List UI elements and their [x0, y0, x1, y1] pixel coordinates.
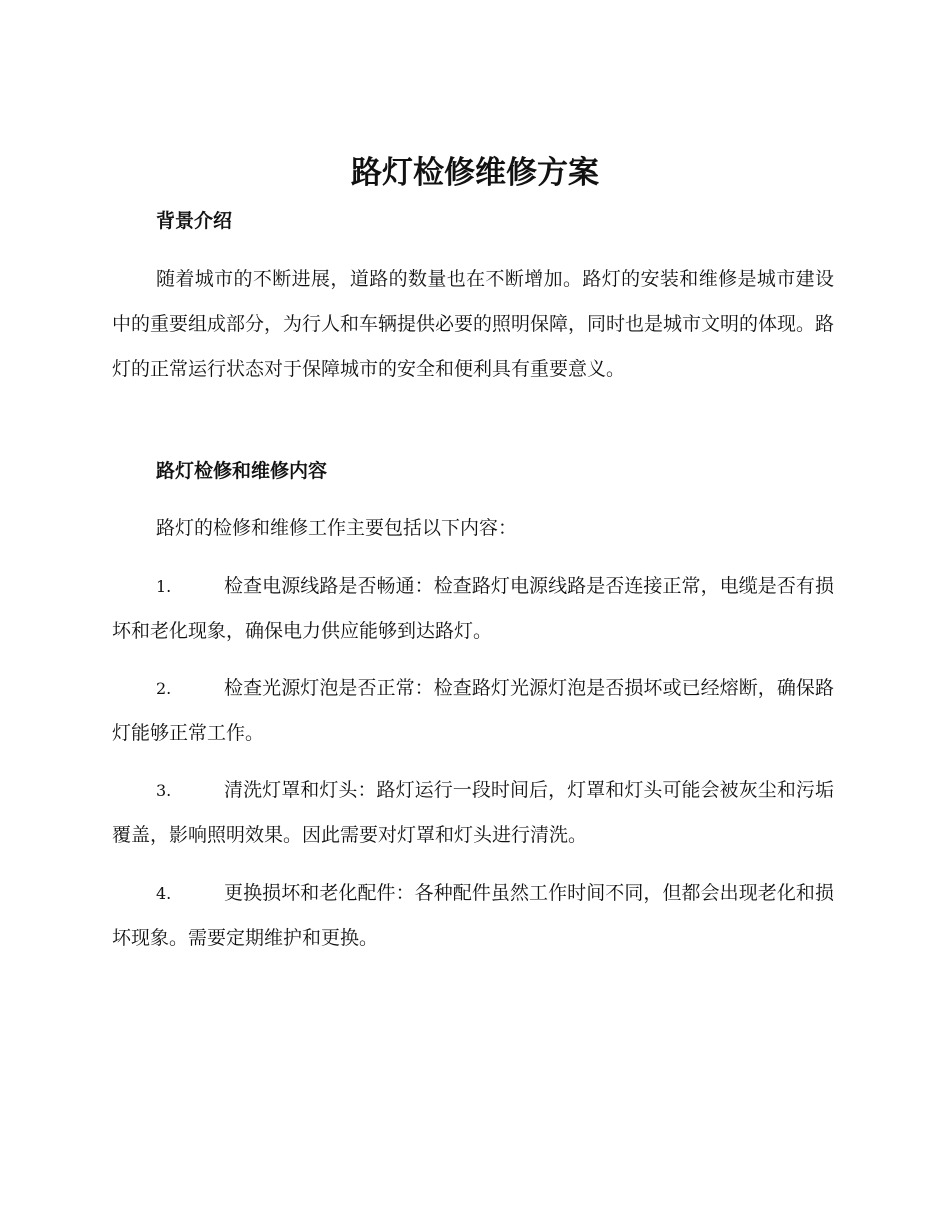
list-item-text: 更换损坏和老化配件：各种配件虽然工作时间不同，但都会出现老化和损坏现象。需要定期维护和更换。 — [112, 882, 834, 949]
content-intro-paragraph: 路灯的检修和维修工作主要包括以下内容： — [156, 517, 518, 539]
list-item-2 — [112, 666, 834, 756]
list-number: 3. — [156, 781, 172, 800]
list-item-4 — [112, 871, 834, 961]
list-number: 2. — [156, 679, 172, 698]
list-item-text: 检查光源灯泡是否正常：检查路灯光源灯泡是否损坏或已经熔断，确保路灯能够正常工作。 — [112, 677, 834, 744]
list-number: 4. — [156, 884, 172, 903]
list-item-text: 清洗灯罩和灯头：路灯运行一段时间后，灯罩和灯头可能会被灰尘和污垢覆盖，影响照明效果。因此需要对灯罩和灯头进行清洗。 — [112, 779, 834, 846]
list-item-text: 检查电源线路是否畅通：检查路灯电源线路是否连接正常，电缆是否有损坏和老化现象，确保电力供应能够到达路灯。 — [112, 575, 834, 642]
list-item-1 — [112, 564, 834, 654]
section-heading-content: 路灯检修和维修内容 — [156, 460, 328, 482]
list-item-3 — [112, 768, 834, 858]
list-number: 1. — [156, 577, 172, 596]
background-paragraph: 随着城市的不断进展，道路的数量也在不断增加。路灯的安装和维修是城市建设中的重要组成部分，为行人和车辆提供必要的照明保障，同时也是城市文明的体现。路灯的正常运行状态对于保障城市的安全和便利具有重要意义。 — [112, 268, 835, 380]
section-heading-background: 背景介绍 — [156, 210, 233, 232]
page-title: 路灯检修维修方案 — [351, 155, 599, 191]
